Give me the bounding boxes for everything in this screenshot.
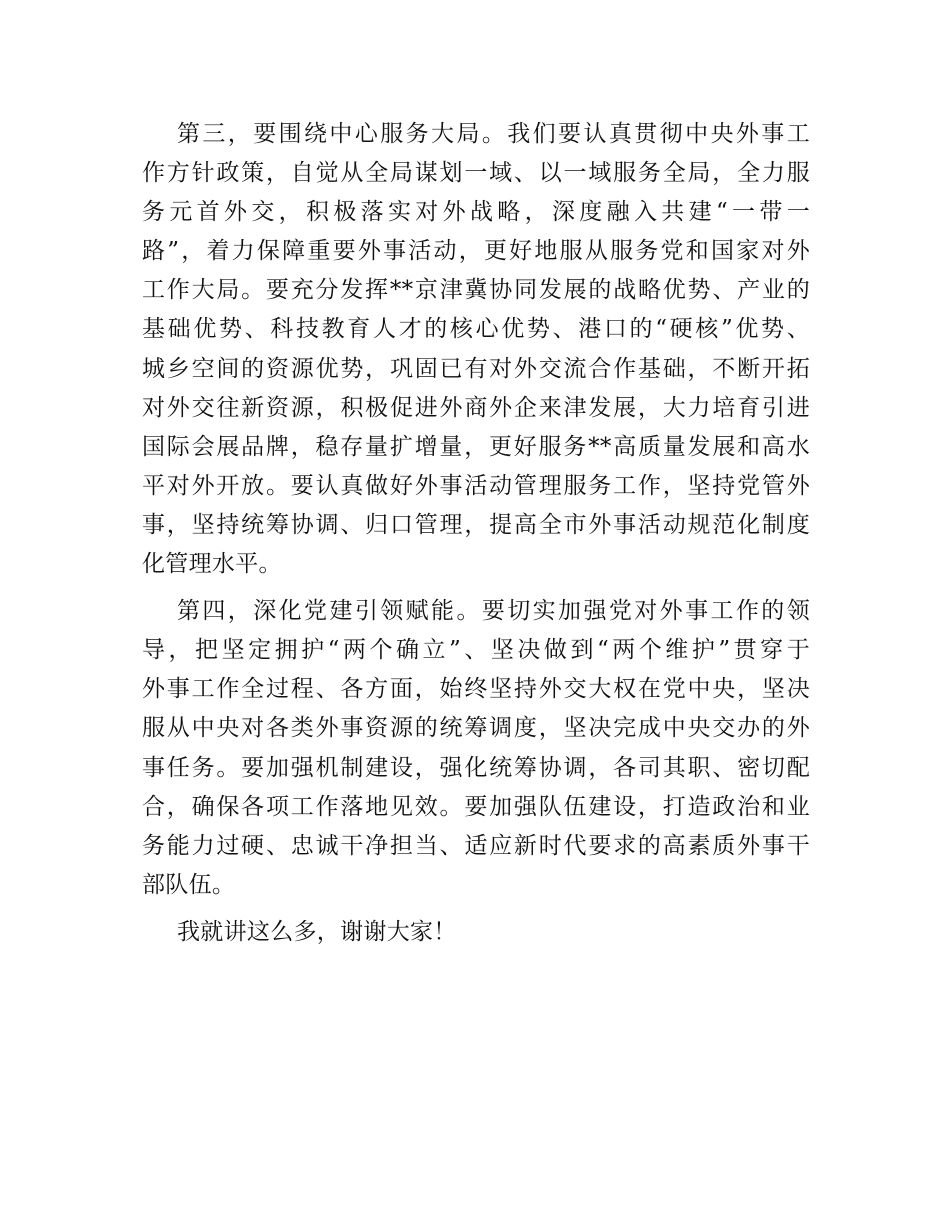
text-line: 合，确保各项工作落地见效。要加强队伍建设，打造政治和业	[142, 793, 810, 820]
text-line: 部队伍。	[142, 871, 236, 898]
paragraph-fourth-point	[142, 592, 810, 905]
text-line: 城乡空间的资源优势，巩固已有对外交流合作基础，不断开拓	[142, 355, 810, 382]
text-line: 服从中央对各类外事资源的统筹调度，坚决完成中央交办的外	[142, 715, 810, 742]
paragraph-spacer	[142, 905, 810, 913]
text-line: 国际会展品牌，稳存量扩增量，更好服务**高质量发展和高水	[142, 433, 810, 460]
text-line: 事任务。要加强机制建设，强化统筹协调，各司其职、密切配	[142, 754, 810, 781]
text-line: 基础优势、科技教育人才的核心优势、港口的“硬核”优势、	[142, 316, 810, 343]
text-line: 对外交往新资源，积极促进外商外企来津发展，大力培育引进	[142, 394, 810, 421]
paragraph-third-point	[142, 115, 810, 584]
text-line: 化管理水平。	[142, 551, 282, 578]
text-line: 外事工作全过程、各方面，始终坚持外交大权在党中央，坚决	[142, 676, 810, 703]
text-line: 事，坚持统筹协调、归口管理，提高全市外事活动规范化制度	[142, 511, 810, 538]
text-line: 导，把坚定拥护“两个确立”、坚决做到“两个维护”贯穿于	[142, 637, 810, 664]
text-line: 平对外开放。要认真做好外事活动管理服务工作，坚持党管外	[142, 472, 810, 499]
text-line: 作方针政策，自觉从全局谋划一域、以一域服务全局，全力服	[142, 160, 810, 187]
text-line: 我就讲这么多，谢谢大家！	[177, 918, 457, 945]
text-line: 第三，要围绕中心服务大局。我们要认真贯彻中央外事工	[177, 121, 810, 147]
document-body	[142, 115, 810, 952]
text-line: 务元首外交，积极落实对外战略，深度融入共建“一带一	[142, 199, 810, 226]
text-line: 第四，深化党建引领赋能。要切实加强党对外事工作的领	[177, 598, 810, 625]
text-line: 工作大局。要充分发挥**京津冀协同发展的战略优势、产业的	[142, 277, 810, 304]
paragraph-spacer	[142, 584, 810, 592]
paragraph-closing	[142, 913, 810, 952]
text-line: 务能力过硬、忠诚干净担当、适应新时代要求的高素质外事干	[142, 832, 810, 859]
text-line: 路”，着力保障重要外事活动，更好地服从服务党和国家对外	[142, 238, 810, 265]
